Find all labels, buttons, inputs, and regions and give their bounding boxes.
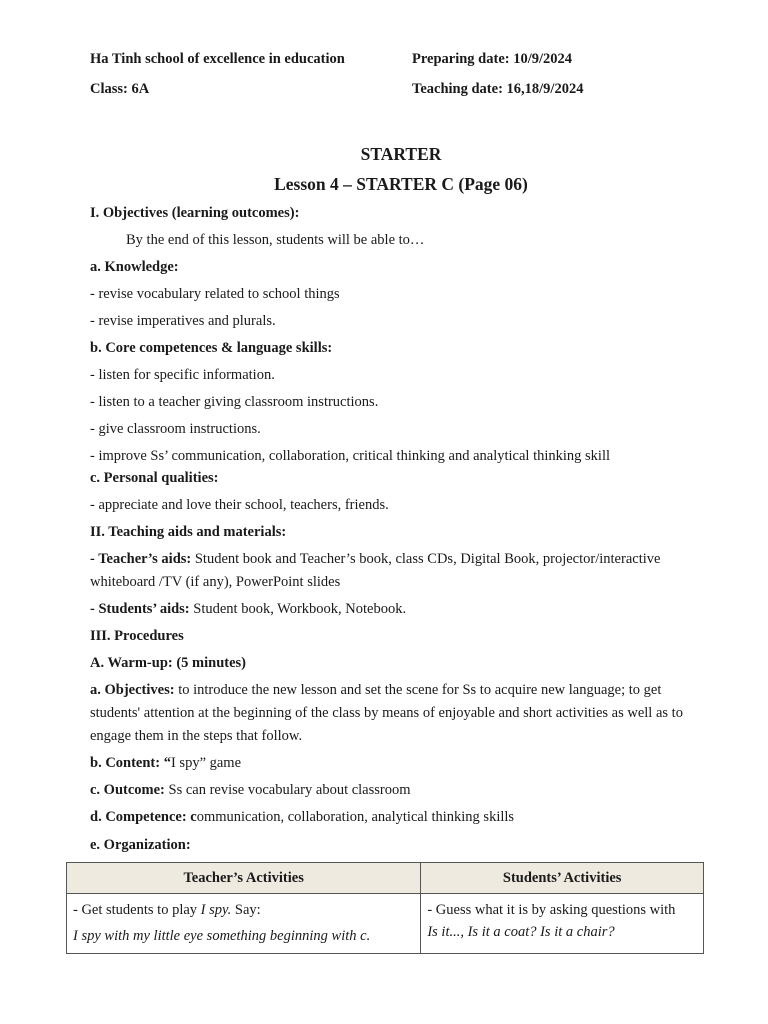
school-name: Ha Tinh school of excellence in education bbox=[90, 51, 345, 67]
teacher-activity-suffix: Say: bbox=[231, 902, 261, 918]
lesson-title: Lesson 4 – STARTER C (Page 06) bbox=[274, 174, 528, 194]
table-header-row bbox=[67, 863, 704, 894]
class-label: Class: 6A bbox=[90, 81, 150, 97]
students-aids-text: Student book, Workbook, Notebook. bbox=[189, 601, 407, 617]
aids-heading: II. Teaching aids and materials: bbox=[90, 524, 287, 540]
knowledge-item: - revise imperatives and plurals. bbox=[90, 313, 276, 329]
competence-item: - listen for specific information. bbox=[90, 367, 275, 383]
organization-label: e. Organization: bbox=[90, 837, 191, 853]
teacher-activity-cell bbox=[67, 894, 421, 954]
teacher-activity-quote: I spy with my little eye something beginning with c. bbox=[73, 928, 371, 944]
teacher-aids-text: Student book and Teacher’s book, class CDs, Digital Book, projector/interactive bbox=[191, 551, 661, 567]
procedures-heading: III. Procedures bbox=[90, 628, 184, 644]
outcome-line bbox=[90, 782, 411, 799]
competence-initial: c bbox=[186, 809, 197, 825]
teaching-date: Teaching date: 16,18/9/2024 bbox=[412, 81, 584, 97]
page-title: STARTER bbox=[360, 144, 442, 164]
student-activity-cell bbox=[421, 894, 704, 954]
warmup-objectives-text: to introduce the new lesson and set the scene for Ss to acquire new language; to get bbox=[174, 682, 662, 698]
teacher-activity-line bbox=[73, 899, 414, 921]
competence-item: - improve Ss’ communication, collaboration, critical thinking and analytical thinking skill bbox=[90, 448, 611, 464]
content-line bbox=[90, 755, 241, 772]
students-aids-label: - Students’ aids: bbox=[90, 601, 190, 617]
content-quote: “ bbox=[160, 755, 171, 771]
qualities-heading: c. Personal qualities: bbox=[90, 470, 219, 486]
students-aids-line bbox=[90, 601, 406, 618]
knowledge-item: - revise vocabulary related to school things bbox=[90, 286, 340, 302]
teacher-activities-header: Teacher’s Activities bbox=[67, 863, 421, 894]
competences-heading: b. Core competences & language skills: bbox=[90, 340, 333, 356]
teacher-aids-label: - Teacher’s aids: bbox=[90, 551, 192, 567]
teacher-aids-line bbox=[90, 551, 660, 568]
warmup-objectives-text-3: engage them in the steps that follow. bbox=[90, 728, 303, 744]
content-label: b. Content: bbox=[90, 755, 161, 771]
game-name: I spy. bbox=[200, 902, 232, 918]
preparing-date: Preparing date: 10/9/2024 bbox=[412, 51, 573, 67]
objectives-intro: By the end of this lesson, students will be able to… bbox=[126, 232, 425, 248]
competence-item: - give classroom instructions. bbox=[90, 421, 261, 437]
student-activity-line: - Guess what it is by asking questions with bbox=[427, 902, 676, 918]
competence-item: - listen to a teacher giving classroom instructions. bbox=[90, 394, 379, 410]
knowledge-heading: a. Knowledge: bbox=[90, 259, 179, 275]
warmup-heading: A. Warm-up: (5 minutes) bbox=[90, 655, 247, 671]
activities-table bbox=[66, 862, 704, 954]
students-activities-header: Students’ Activities bbox=[421, 863, 704, 894]
competence-line bbox=[90, 809, 514, 826]
competence-label: d. Competence: bbox=[90, 809, 187, 825]
warmup-objectives-label: a. Objectives: bbox=[90, 682, 175, 698]
quality-item: - appreciate and love their school, teachers, friends. bbox=[90, 497, 389, 513]
objectives-heading: I. Objectives (learning outcomes): bbox=[90, 205, 300, 221]
warmup-objectives-line bbox=[90, 682, 661, 699]
warmup-objectives-text-2: students' attention at the beginning of the class by means of enjoyable and short activities as well as to bbox=[90, 705, 683, 721]
teacher-activity-prefix: - Get students to play bbox=[73, 902, 201, 918]
outcome-label: c. Outcome: bbox=[90, 782, 165, 798]
student-activity-questions: Is it..., Is it a coat? Is it a chair? bbox=[427, 924, 615, 940]
competence-text: ommunication, collaboration, analytical thinking skills bbox=[196, 809, 515, 825]
outcome-text: Ss can revise vocabulary about classroom bbox=[164, 782, 411, 798]
table-row bbox=[67, 894, 704, 954]
content-text: I spy” game bbox=[170, 755, 242, 771]
teacher-aids-continued: whiteboard /TV (if any), PowerPoint slides bbox=[90, 574, 341, 590]
